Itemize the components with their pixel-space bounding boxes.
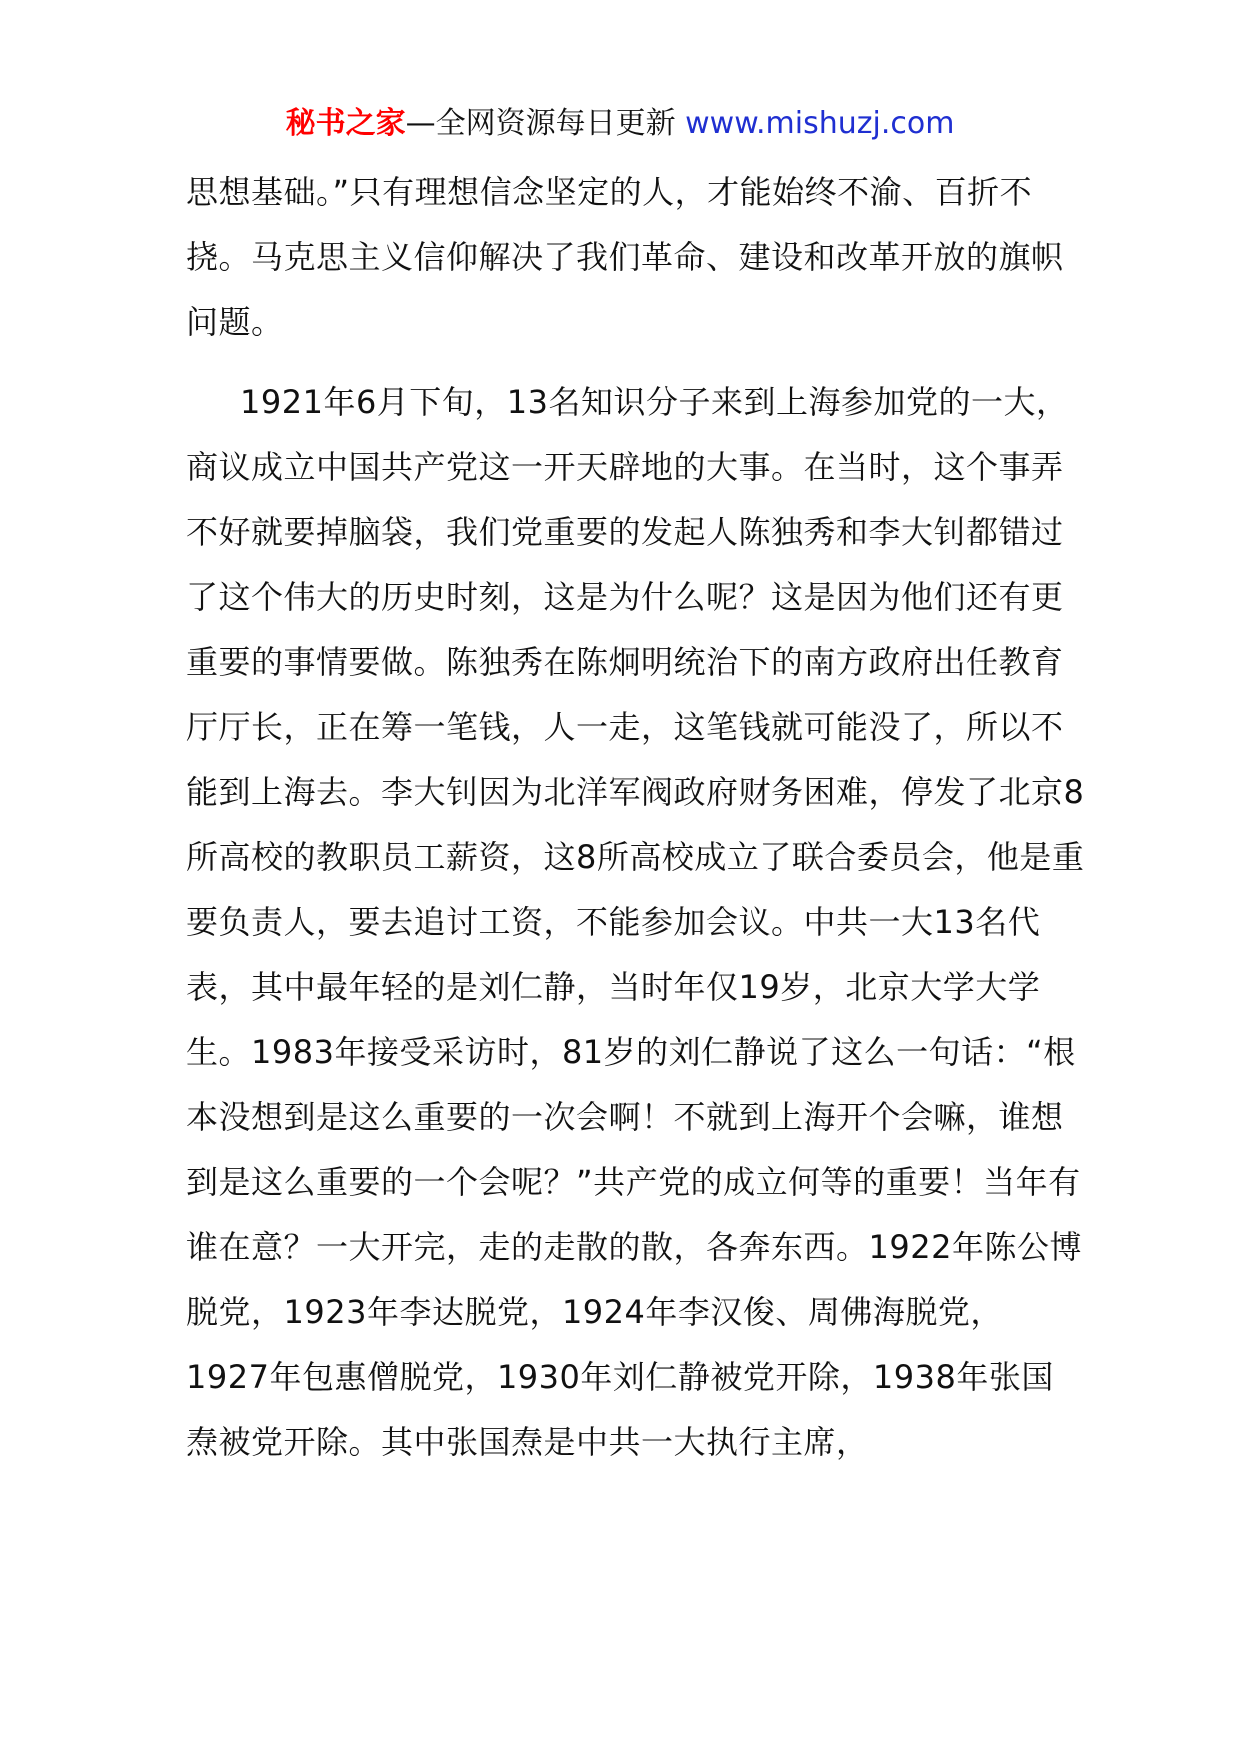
body-paragraph-2: 1921年6月下旬，13名知识分子来到上海参加党的一大，商议成立中国共产党这一开天辟地的大事。在当时，这个事弄不好就要掉脑袋，我们党重要的发起人陈独秀和李大钊都错过了这个伟大的历史时刻，这是为什么呢？这是因为他们还有更重要的事情要做。陈独秀在陈炯明统治下的南方政府出任教育厅厅长，正在筹一笔钱，人一走，这笔钱就可能没了，所以不能到上海去。李大钊因为北洋军阀政府财务困难，停发了北京8所高校的教职员工薪资，这8所高校成立了联合委员会，他是重要负责人，要去追讨工资，不能参加会议。中共一大13名代表，其中最年轻的是刘仁静，当时年仅19岁，北京大学大学生。1983年接受采访时，81岁的刘仁静说了这么一句话：“根本没想到是这么重要的一次会啊！不就到上海开个会嘛，谁想到是这么重要的一个会呢？”共产党的成立何等的重要！当年有谁在意？一大开完，走的走散的散，各奔东西。1922年陈公博脱党，1923年李达脱党，1924年李汉俊、周佛海脱党，1927年包惠僧脱党，1930年刘仁静被党开除，1938年张国焘被党开除。其中张国焘是中共一大执行主席， bbox=[186, 383, 1085, 1461]
header-brand: 秘书之家 bbox=[285, 106, 406, 141]
body-paragraph-1: 思想基础。”只有理想信念坚定的人，才能始终不渝、百折不挠。马克思主义信仰解决了我们革命、建设和改革开放的旗帜问题。 bbox=[186, 173, 1064, 341]
header-url-link[interactable]: www.mishuzj.com bbox=[685, 106, 955, 141]
header-tagline: —全网资源每日更新 bbox=[405, 106, 676, 141]
document-body bbox=[186, 160, 1086, 1475]
page-header bbox=[0, 102, 1240, 146]
